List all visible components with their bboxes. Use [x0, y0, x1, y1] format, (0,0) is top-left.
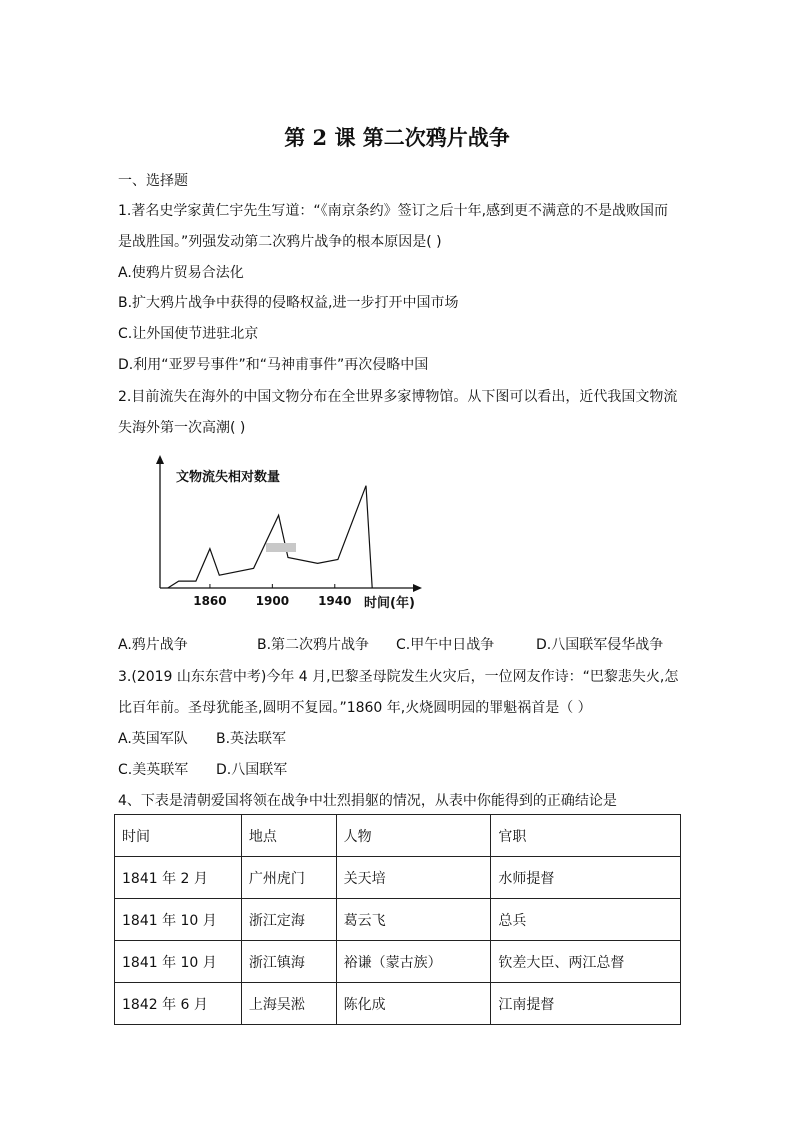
table-row — [115, 941, 681, 983]
table-cell: 总兵 — [491, 899, 681, 941]
table-cell: 广州虎门 — [241, 857, 336, 899]
q1-option-b: B.扩大鸦片战争中获得的侵略权益,进一步打开中国市场 — [118, 295, 459, 311]
x-tick-label: 1860 — [193, 594, 227, 608]
table-cell: 葛云飞 — [336, 899, 491, 941]
q3-option-b: B.英法联军 — [216, 731, 287, 747]
table-header-row — [115, 815, 681, 857]
table-row — [115, 857, 681, 899]
q2-option-d: D.八国联军侵华战争 — [536, 637, 664, 653]
page-title: 第 2 课 第二次鸦片战争 — [284, 125, 510, 150]
q1-option-c: C.让外国使节进驻北京 — [118, 326, 259, 342]
q2-option-c: C.甲午中日战争 — [396, 637, 495, 653]
y-axis-arrow — [156, 455, 164, 464]
table-header-cell: 地点 — [241, 815, 336, 857]
q2-stem-line1: 2.目前流失在海外的中国文物分布在全世界多家博物馆。从下图可以看出，近代我国文物流 — [118, 389, 678, 405]
table-cell: 水师提督 — [491, 857, 681, 899]
x-tick-label: 1900 — [255, 594, 290, 608]
section-heading: 一、选择题 — [118, 173, 188, 189]
table-row — [115, 983, 681, 1025]
series-line — [168, 486, 372, 588]
q3-option-a: A.英国军队 — [118, 731, 188, 747]
table-cell: 陈化成 — [336, 983, 491, 1025]
table-header-cell: 时间 — [115, 815, 242, 857]
q2-stem-line2: 失海外第一次高潮( ) — [118, 420, 246, 436]
table-cell: 钦差大臣、两江总督 — [491, 941, 681, 983]
q3-stem-line2: 比百年前。圣母犹能圣,圆明不复园。”1860 年,火烧圆明园的罪魁祸首是（ ） — [118, 700, 592, 716]
q2-option-b: B.第二次鸦片战争 — [257, 637, 370, 653]
table-cell: 浙江定海 — [241, 899, 336, 941]
q2-option-a: A.鸦片战争 — [118, 637, 188, 653]
q3-stem-line1: 3.(2019 山东东营中考)今年 4 月,巴黎圣母院发生火灾后，一位网友作诗：“巴黎悲失火,怎 — [118, 669, 679, 685]
table-cell: 1842 年 6 月 — [115, 983, 242, 1025]
q1-stem-line1: 1.著名史学家黄仁宇先生写道：“《南京条约》签订之后十年,感到更不满意的不是战败国而 — [118, 203, 669, 219]
q1-stem-line2: 是战胜国。”列强发动第二次鸦片战争的根本原因是( ) — [118, 234, 442, 250]
q3-option-c: C.美英联军 — [118, 762, 189, 778]
chart-title: 文物流失相对数量 — [176, 470, 281, 485]
table-header-cell: 人物 — [336, 815, 491, 857]
table-cell: 1841 年 10 月 — [115, 941, 242, 983]
x-tick-label: 1940 — [318, 594, 352, 608]
relics-loss-chart — [150, 450, 440, 620]
q1-option-d: D.利用“亚罗号事件”和“马神甫事件”再次侵略中国 — [118, 357, 429, 373]
table-cell: 关天培 — [336, 857, 491, 899]
table-cell: 浙江镇海 — [241, 941, 336, 983]
q3-option-d: D.八国联军 — [216, 762, 288, 778]
q1-option-a: A.使鸦片贸易合法化 — [118, 265, 244, 281]
q4-stem: 4、下表是清朝爱国将领在战争中壮烈捐躯的情况，从表中你能得到的正确结论是 — [118, 793, 617, 809]
x-axis-label: 时间(年) — [364, 596, 415, 611]
table-cell: 江南提督 — [491, 983, 681, 1025]
x-axis-arrow — [413, 584, 422, 592]
table-row — [115, 899, 681, 941]
table-cell: 1841 年 2 月 — [115, 857, 242, 899]
table-cell: 裕谦（蒙古族） — [336, 941, 491, 983]
table-cell: 1841 年 10 月 — [115, 899, 242, 941]
occlusion-box — [266, 543, 296, 552]
table-cell: 上海吴淞 — [241, 983, 336, 1025]
table-header-cell: 官职 — [491, 815, 681, 857]
generals-table — [114, 814, 681, 1025]
